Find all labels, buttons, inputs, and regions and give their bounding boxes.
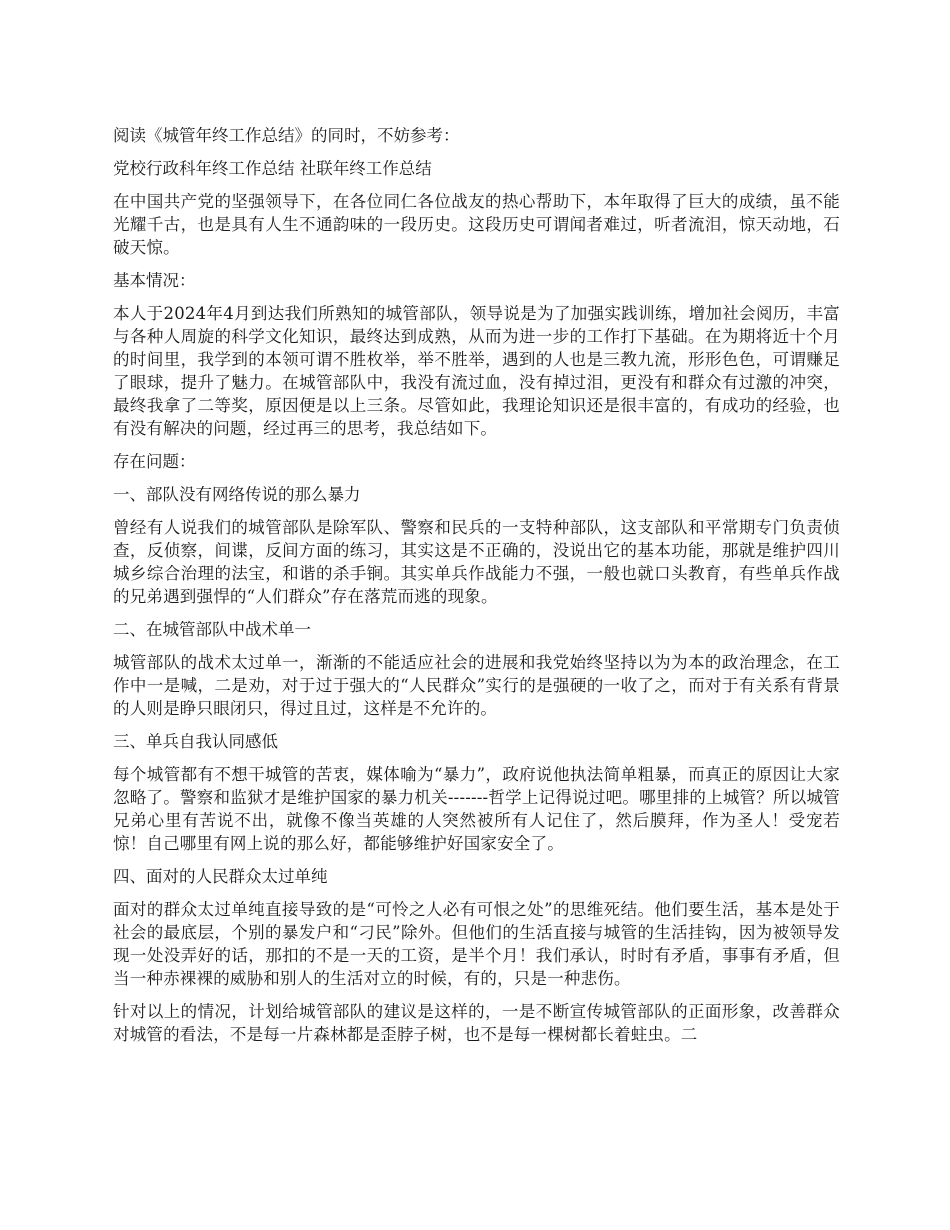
paragraph-opening: 在中国共产党的坚强领导下，在各位同仁各位战友的热心帮助下，本年取得了巨大的成绩，虽不能光耀千古，也是具有人生不通韵味的一段历史。这段历史可谓闻者难过，听者流泪，惊天动地，石破天惊。: [113, 192, 840, 257]
paragraph-1: 曾经有人说我们的城管部队是除军队、警察和民兵的一支特种部队，这支部队和平常期专门负责侦查，反侦察，间谍，反间方面的练习，其实这是不正确的，没说出它的基本功能，那就是维护四川城乡综合治理的法宝，和谐的杀手锏。其实单兵作战能力不强，一般也就口头教育，有些单兵作战的兄弟遇到强悍的“人们群众”存在落荒而逃的现象。: [113, 518, 840, 606]
subheading-3: 三、单兵自我认同感低: [113, 732, 278, 751]
paragraph-4: 面对的群众太过单纯直接导致的是“可怜之人必有可恨之处”的思维死结。他们要生活，基本是处于社会的最底层，个别的暴发户和“刁民”除外。但他们的生活直接与城管的生活挂钩，因为被领导发现一处没弄好的话，那扣的不是一天的工资，是半个月！我们承认，时时有矛盾，事事有矛盾，但当一种赤裸裸的威胁和别人的生活对立的时候，有的，只是一种悲伤。: [113, 900, 840, 988]
paragraph-basic-info: 本人于2024年4月到达我们所熟知的城管部队，领导说是为了加强实践训练，增加社会阅历，丰富与各种人周旋的科学文化知识，最终达到成熟，从而为进一步的工作打下基础。在为期将近十个月的时间里，我学到的本领可谓不胜枚举，举不胜举，遇到的人也是三教九流，形形色色，可谓赚足了眼球，提升了魅力。在城管部队中，我没有流过血，没有掉过泪，更没有和群众有过激的冲突，最终我拿了二等奖，原因便是以上三条。尽管如此，我理论知识还是很丰富的，有成功的经验，也有没有解决的问题，经过再三的思考，我总结如下。: [113, 304, 840, 438]
related-articles[interactable]: 党校行政科年终工作总结 社联年终工作总结: [113, 159, 432, 178]
subheading-1: 一、部队没有网络传说的那么暴力: [113, 485, 361, 504]
subheading-4: 四、面对的人民群众太过单纯: [113, 867, 328, 886]
paragraph-2: 城管部队的战术太过单一，渐渐的不能适应社会的进展和我党始终坚持以为为本的政治理念，在工作中一是喊，二是劝，对于过于强大的“人民群众”实行的是强硬的一收了之，而对于有关系有背景的人则是睁只眼闭只，得过且过，这样是不允许的。: [113, 653, 840, 718]
paragraph-3: 每个城管都有不想干城管的苦衷，媒体喻为“暴力”，政府说他执法简单粗暴，而真正的原因让大家忽略了。警察和监狱才是维护国家的暴力机关-------哲学上记得说过吧。哪里排的上城管？所以城管兄弟心里有苦说不出，就像不像当英雄的人突然被所有人记住了，然后膜拜，作为圣人！受宠若惊！自己哪里有网上说的那么好，都能够维护好国家安全了。: [113, 765, 840, 853]
paragraph-suggestions: 针对以上的情况，计划给城管部队的建议是这样的，一是不断宣传城管部队的正面形象，改善群众对城管的看法，不是每一片森林都是歪脖子树，也不是每一棵树都长着蛀虫。二: [113, 1002, 840, 1044]
section-heading-basic: 基本情况：: [113, 271, 196, 290]
subheading-2: 二、在城管部队中战术单一: [113, 620, 311, 639]
intro-line: 阅读《城管年终工作总结》的同时，不妨参考：: [113, 126, 460, 145]
section-heading-problems: 存在问题：: [113, 452, 196, 471]
